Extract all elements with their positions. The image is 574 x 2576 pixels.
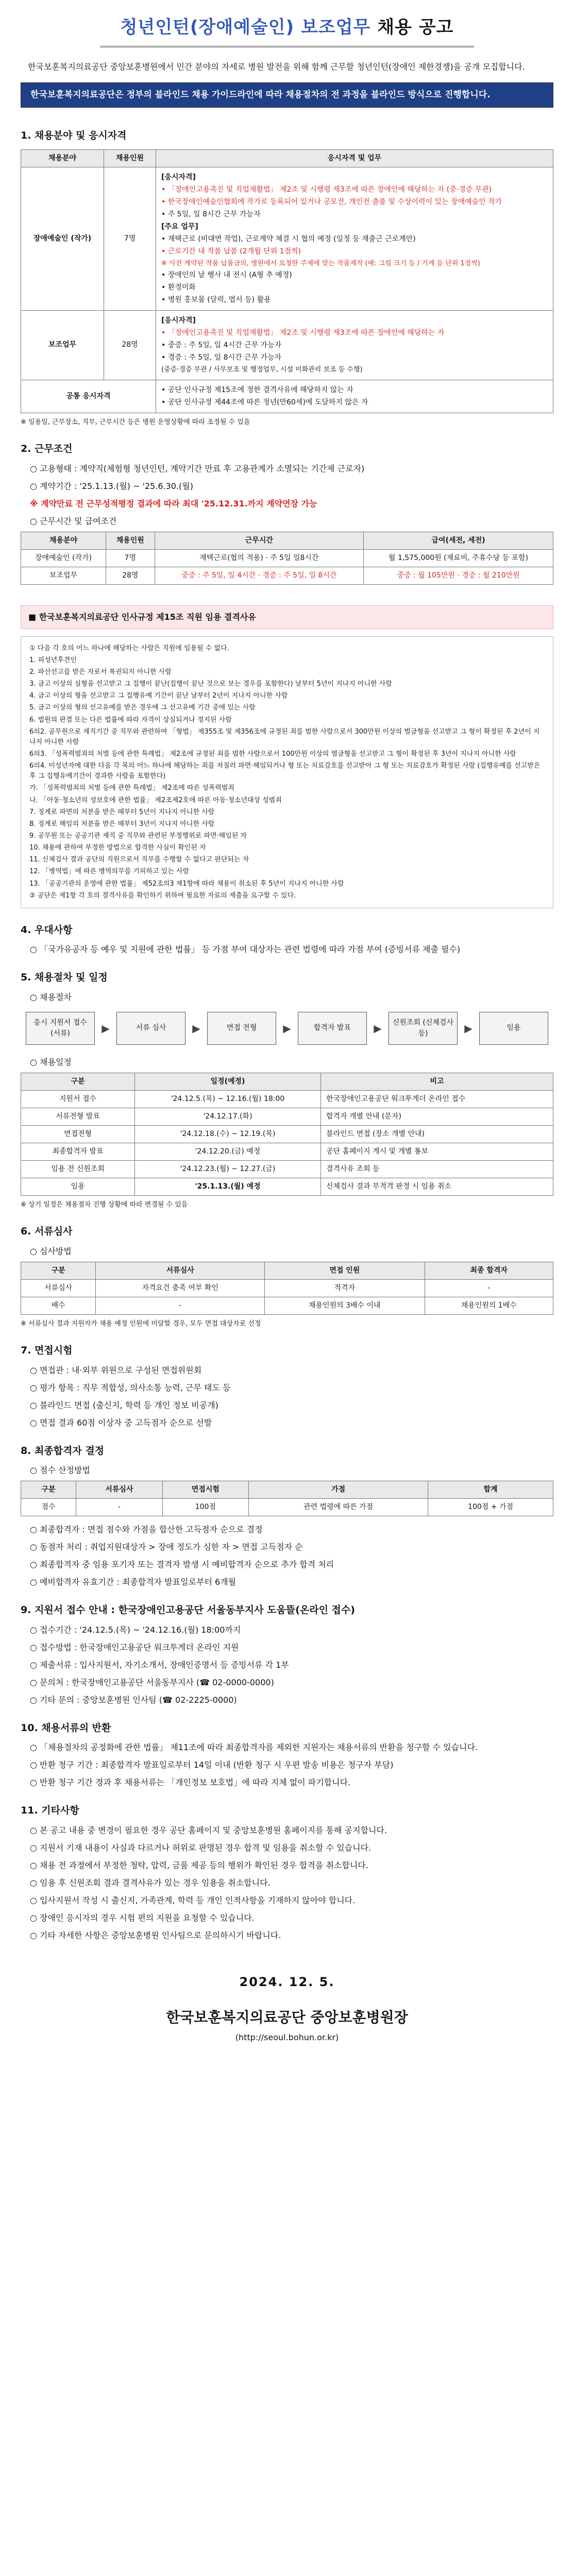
cond-line: 10. 채용에 관하여 부정한 방법으로 합격한 사실이 확인된 자 — [29, 844, 206, 852]
section-11-heading: 11. 기타사항 — [21, 1805, 79, 1817]
cell: 채용인원의 1배수 — [425, 1297, 553, 1314]
qual-line: • 공단 인사규정 제15조에 정한 결격사유에 해당하지 않는 자 — [161, 385, 353, 394]
sched-remark: 신체검사 결과 부적격 판정 시 임용 취소 — [321, 1178, 553, 1195]
title-highlight: 청년인턴(장애예술인) 보조업무 — [120, 17, 371, 38]
sched-date: '24.12.23.(월) ~ 12.27.(금) — [135, 1160, 321, 1178]
sched-remark: 공단 홈페이지 게시 및 개별 통보 — [321, 1143, 553, 1160]
cell: - — [96, 1297, 265, 1314]
arrow-right-icon: ▶ — [283, 1022, 291, 1035]
sched-date: '25.1.13.(월) 예정 — [135, 1178, 321, 1195]
final-line: ○ 예비합격자 유효기간 : 최종합격자 발표일로부터 6개월 — [30, 1577, 237, 1587]
contract-note: ※ 계약만료 전 근무성적평정 결과에 따라 최대 '25.12.31.까지 계약연장 가능 — [30, 498, 317, 509]
misc-line: ○ 장애인 응시자의 경우 시험 편의 지원을 요청할 수 있습니다. — [30, 1912, 255, 1923]
disqualification-list — [21, 636, 553, 908]
th-pay: 급여(세전, 세전) — [364, 532, 553, 549]
th-col: 서류심사 — [96, 1262, 265, 1279]
table-row — [21, 1297, 553, 1314]
apply-line: ○ 제출서류 : 입사지원서, 자기소개서, 장애인증명서 등 증빙서류 각 1부 — [30, 1659, 289, 1670]
qual-cell — [156, 380, 553, 413]
procedure-flow — [26, 1012, 548, 1045]
th-col: 면접 인원 — [265, 1262, 425, 1279]
th-hours: 근무시간 — [155, 532, 364, 549]
flow-step: 응시 지원서 접수 (서류) — [26, 1012, 95, 1045]
apply-line: ○ 문의처 : 한국장애인고용공단 서울동부지사 (☎ 02-0000-0000) — [30, 1677, 274, 1687]
th-count: 채용인원 — [106, 532, 155, 549]
blind-notice: 한국보훈복지의료공단은 정부의 블라인드 채용 가이드라인에 따라 채용절차의 전 과정을 블라인드 방식으로 진행합니다. — [21, 82, 553, 108]
misc-line: ○ 본 공고 내용 중 변경이 필요한 경우 공단 홈페이지 및 중앙보훈병원 홈페이지를 통해 공지합니다. — [30, 1825, 387, 1835]
intro-text: 한국보훈복지의료공단 중앙보훈병원에서 민간 분야의 자세로 병원 발전을 위해 함께 근무할 청년인턴(장애인 제한경쟁)을 공개 모집합니다. — [28, 62, 525, 72]
section-10-heading: 10. 채용서류의 반환 — [21, 1722, 111, 1734]
cell: 채용인원의 3배수 이내 — [265, 1297, 425, 1314]
cell: - — [76, 1499, 162, 1516]
cond-line: 5. 금고 이상의 형의 선고유예를 받은 경우에 그 선고유예 기간 중에 있는 사람 — [29, 704, 256, 712]
cond-line: 8. 징계로 해임의 처분을 받은 때부터 3년이 지나지 아니한 사람 — [29, 820, 215, 828]
section-4-heading: 4. 우대사항 — [21, 924, 73, 936]
cond-line: 13. 「공공기관의 운영에 관한 법률」 제52조의3 제1항에 따라 채용이 취소된 후 5년이 지나지 아니한 사람 — [29, 879, 344, 888]
th-count: 채용인원 — [104, 149, 156, 167]
pay-table — [21, 532, 553, 585]
arrow-right-icon: ▶ — [102, 1022, 110, 1035]
score-table — [21, 1481, 553, 1516]
th-col: 서류심사 — [76, 1481, 162, 1499]
sched-stage: 지원서 접수 — [21, 1090, 135, 1108]
table-header-row — [21, 1481, 553, 1499]
table-row — [21, 380, 553, 413]
apply-line: ○ 기타 문의 : 중앙보훈병원 인사팀 (☎ 02-2225-0000) — [30, 1694, 237, 1705]
table-row — [21, 1108, 553, 1125]
th-field: 채용분야 — [21, 149, 104, 167]
sched-stage: 임용 — [21, 1178, 135, 1195]
schedule-title: ○ 채용일정 — [30, 1057, 72, 1067]
field-cell: 장애예술인 (작가) — [21, 167, 104, 311]
pay-title: ○ 근무시간 및 급여조건 — [30, 516, 117, 526]
qual-line: ※ 사전 계약된 작품 납품금의, 병원에서 요청한 주제에 맞는 작품제작 (예: 그림 크기 등 / 기계 등 단위 1점씩) — [161, 259, 480, 267]
disqualification-title: ■ 한국보훈복지의료공단 인사규정 제15조 직원 임용 결격사유 — [21, 605, 553, 629]
th-col: 면접시험 — [162, 1481, 248, 1499]
qual-line: • 한국장애인예술인협회에 작가로 등록되어 있거나 공모전, 개인전 출품 및 수상이력이 있는 장애예술인 작가 — [161, 197, 502, 206]
final-line: ○ 동점자 처리 : 취업지원대상자 > 장애 정도가 심한 자 > 면접 고득점자 순 — [30, 1542, 303, 1552]
table-header-row — [21, 149, 553, 167]
table-header-row — [21, 1073, 553, 1090]
schedule-table — [21, 1073, 553, 1196]
table-row — [21, 1125, 553, 1143]
qual-line: • 공단 인사규정 제44조에 따른 정년(만60세)에 도달하지 않은 자 — [161, 398, 368, 406]
table-row — [21, 549, 553, 567]
misc-line: ○ 임용 후 신원조회 결과 결격사유가 있는 경우 임용을 취소합니다. — [30, 1877, 271, 1888]
sched-date: '24.12.17.(화) — [135, 1108, 321, 1125]
cell: 적격자 — [265, 1279, 425, 1297]
th-col: 합계 — [428, 1481, 553, 1499]
apply-line: ○ 접수방법 : 한국장애인고용공단 워크투게더 온라인 지원 — [30, 1642, 239, 1652]
table-row — [21, 1090, 553, 1108]
sched-stage: 서류전형 발표 — [21, 1108, 135, 1125]
return-line: ○ 반환 청구 기간 경과 후 채용서류는 「개인정보 보호법」에 따라 지체 없이 파기합니다. — [30, 1777, 351, 1788]
pay-count: 28명 — [106, 567, 155, 584]
apply-line: ○ 접수기간 : '24.12.5.(목) ~ '24.12.16.(월) 18:00까지 — [30, 1624, 241, 1635]
cond-line: 4. 금고 이상의 형을 선고받고 그 집행유예 기간이 끝난 날부터 2년이 지나지 아니한 사람 — [29, 692, 288, 700]
qual-cell — [156, 311, 553, 380]
cell: 서류심사 — [21, 1279, 96, 1297]
return-line: ○ 반환 청구 기간 : 최종합격자 발표일로부터 14일 이내 (반환 청구 시 우편 발송 비용은 청구자 부담) — [30, 1760, 394, 1770]
field-cell: 공통 응시자격 — [21, 380, 156, 413]
cell: 100점 + 가점 — [428, 1499, 553, 1516]
screening-method: ○ 심사방법 — [30, 1246, 72, 1256]
cond-line: 6. 법원의 판결 또는 다른 법률에 따라 자격이 상실되거나 정지된 사람 — [29, 716, 232, 724]
procedure-title: ○ 채용절차 — [30, 992, 72, 1002]
section-5-heading: 5. 채용절차 및 일정 — [21, 972, 108, 984]
th-col: 최종 합격자 — [425, 1262, 553, 1279]
pay-count: 7명 — [106, 549, 155, 567]
qual-line: [응시자격] — [161, 173, 196, 181]
cond-line: 6의3. 「성폭력범죄의 처벌 등에 관한 특례법」 제2조에 규정된 죄를 범한 사람으로서 100만원 이상의 벌금형을 선고받고 그 형이 확정된 후 3년이 지나지 아니한 사람 — [29, 750, 516, 758]
cond-line: 6의2. 공무원으로 재직기간 중 직무와 관련하여 「형법」 제355조 및 제356조에 규정된 죄를 범한 사람으로서 300만원 이상의 벌금형을 선고받고 그 형이 확정된 후 2년이 지나지 아니한 사람 — [29, 727, 540, 746]
title-wrap — [21, 10, 553, 47]
pay-field: 보조업무 — [21, 567, 106, 584]
schedule-note: ※ 상기 일정은 채용절차 진행 상황에 따라 변경될 수 있음 — [21, 1200, 188, 1209]
th-field: 채용분야 — [21, 532, 106, 549]
arrow-right-icon: ▶ — [192, 1022, 200, 1035]
table-row — [21, 1143, 553, 1160]
cond-line: ② 공단은 제1항 각 호의 결격사유를 확인하기 위하여 필요한 자료의 제출을 요구할 수 있다. — [29, 891, 296, 900]
sched-stage: 최종합격자 발표 — [21, 1143, 135, 1160]
return-line: ○ 「채용절차의 공정화에 관한 법률」 제11조에 따라 최종합격자를 제외한 지원자는 채용서류의 반환을 청구할 수 있습니다. — [30, 1742, 478, 1753]
pay-hours: 재택근로(협의 적용) · 주 5일 일8시간 — [155, 549, 364, 567]
th-date: 일정(예정) — [135, 1073, 321, 1090]
cond-line: 12. 「병역법」에 따른 병역의무를 기피하고 있는 사람 — [29, 868, 190, 876]
section-7-heading: 7. 면접시험 — [21, 1345, 73, 1357]
pay-amount: 월 1,575,000원 (재료비, 주휴수당 등 포함) — [364, 549, 553, 567]
cell: 배수 — [21, 1297, 96, 1314]
cond-line: ① 다음 각 호의 어느 하나에 해당하는 사람은 직원에 임용될 수 없다. — [29, 644, 229, 652]
title-tail: 채용 공고 — [370, 17, 454, 38]
table-row — [21, 1160, 553, 1178]
sched-date: '24.12.18.(수) ~ 12.19.(목) — [135, 1125, 321, 1143]
qual-line: • 주 5일, 일 8시간 근무 가능자 — [161, 210, 261, 218]
pay-amount: 중증 : 월 105만원 · 경증 : 월 210만원 — [364, 567, 553, 584]
pay-field: 장애예술인 (작가) — [21, 549, 106, 567]
cond-line: 2. 파산선고를 받은 자로서 복권되지 아니한 사람 — [29, 668, 172, 676]
organization-url[interactable]: (http://seoul.bohun.or.kr) — [235, 2032, 339, 2042]
interview-line: ○ 평가 항목 : 직무 적합성, 의사소통 능력, 근무 태도 등 — [30, 1382, 231, 1393]
interview-line: ○ 면접 결과 60점 이상자 중 고득점자 순으로 선발 — [30, 1417, 212, 1428]
cell: 관련 법령에 따른 가점 — [249, 1499, 428, 1516]
table-row — [21, 1499, 553, 1516]
qual-line: [주요 업무] — [161, 222, 198, 231]
qual-line: • 「장애인고용촉진 및 직업재활법」 제2조 및 시행령 제3조에 따른 장애인에 해당하는 자 (중·경증 무관) — [161, 185, 492, 194]
table-row — [21, 1178, 553, 1195]
sched-date: '24.12.20.(금) 예정 — [135, 1143, 321, 1160]
table-header-row — [21, 1262, 553, 1279]
misc-line: ○ 채용 전 과정에서 부정한 청탁, 압력, 금품 제공 등의 행위가 확인된 경우 합격을 취소합니다. — [30, 1860, 368, 1870]
screening-table — [21, 1262, 553, 1315]
qual-line: (중증·경증 무관 / 사무보조 및 행정업무, 시설 미화관리 보조 등 수행) — [161, 366, 363, 374]
sched-stage: 면접전형 — [21, 1125, 135, 1143]
cell: 100점 — [162, 1499, 248, 1516]
sched-stage: 임용 전 신원조회 — [21, 1160, 135, 1178]
preference-line: ○ 「국가유공자 등 예우 및 지원에 관한 법률」 등 가점 부여 대상자는 관련 법령에 따라 가점 부여 (증빙서류 제출 필수) — [30, 944, 461, 955]
section-1-heading: 1. 채용분야 및 응시자격 — [21, 130, 127, 142]
th-col: 구분 — [21, 1262, 96, 1279]
page-title — [100, 10, 475, 47]
misc-line: ○ 입사지원서 작성 시 출신지, 가족관계, 학력 등 개인 인적사항을 기재하지 않아야 합니다. — [30, 1895, 356, 1905]
interview-line: ○ 면접관 : 내·외부 위원으로 구성된 면접위원회 — [30, 1365, 202, 1375]
section-6-heading: 6. 서류심사 — [21, 1226, 73, 1238]
th-remark: 비고 — [321, 1073, 553, 1090]
sched-remark: 블라인드 면접 (장소 개별 안내) — [321, 1125, 553, 1143]
table-row — [21, 1279, 553, 1297]
th-stage: 구분 — [21, 1073, 135, 1090]
cond-line: 11. 신체검사 결과 공단의 직원으로서 직무를 수행할 수 없다고 판단되는 자 — [29, 856, 249, 864]
table-row — [21, 167, 553, 311]
sched-remark: 결격사유 조회 등 — [321, 1160, 553, 1178]
qual-line: [응시자격] — [161, 316, 196, 325]
qual-line: • 「장애인고용촉진 및 직업재활법」 제2조 및 시행령 제3조에 따른 장애인에 해당하는 자 — [161, 329, 445, 337]
qual-line: • 장애인의 날 행사 내 전시 (A형 추 예정) — [161, 271, 292, 280]
flow-step: 합격자 발표 — [298, 1012, 367, 1045]
misc-line: ○ 지원서 기재 내용이 사실과 다르거나 허위로 판명된 경우 합격 및 임용을 취소할 수 있습니다. — [30, 1842, 372, 1853]
qual-line: • 재택근로 (비대면 작업), 근로계약 체결 시 협의 예정 (일정 등 재출근 근로계안) — [161, 234, 416, 243]
final-line: ○ 최종합격자 : 면접 점수와 가점을 합산한 고득점자 순으로 결정 — [30, 1524, 263, 1535]
table-header-row — [21, 532, 553, 549]
th-col: 구분 — [21, 1481, 76, 1499]
table-row — [21, 311, 553, 380]
qual-line: • 경증 : 주 5일, 일 8시간 근무 가능자 — [161, 353, 282, 362]
pay-hours: 중증 : 주 5일, 일 4시간 · 경증 : 주 5일, 일 8시간 — [155, 567, 364, 584]
arrow-right-icon: ▶ — [464, 1022, 472, 1035]
flow-step: 임용 — [479, 1012, 548, 1045]
cond-line: 6의4. 미성년자에 대한 다음 각 목의 어느 하나에 해당하는 죄를 저질러 파면·해임되거나 형 또는 치료감호를 선고받아 그 형 또는 치료감호가 확정된 사람 (집행유예를 선고받은 후 그 집행유예기간이 경과한 사람을 포함한다) — [29, 762, 541, 781]
cell: 자격요건 충족 여부 확인 — [96, 1279, 265, 1297]
cond-line: 나. 「아동·청소년의 성보호에 관한 법률」 제2조제2호에 따른 아동·청소년대상 성범죄 — [29, 796, 282, 804]
qual-line: • 병원 홍보물 (달력, 엽서 등) 활용 — [161, 296, 271, 304]
section-9-heading: 9. 지원서 접수 안내 : 한국장애인고용공단 서울동부지사 도움뜰(온라인 접수) — [21, 1604, 355, 1616]
cond-line: 9. 공무원 또는 공공기관 재직 중 직무와 관련된 부정행위로 파면·해임된 자 — [29, 832, 247, 840]
contract-period: ○ 계약기간 : '25.1.13.(월) ~ '25.6.30.(월) — [30, 481, 194, 491]
employment-type: ○ 고용형태 : 계약직(체험형 청년인턴, 계약기간 만료 후 고용관계가 소멸되는 기간제 근로자) — [30, 463, 365, 473]
cond-line: 가. 「성폭력범죄의 처벌 등에 관한 특례법」 제2조에 따른 성폭력범죄 — [29, 784, 234, 792]
section-8-heading: 8. 최종합격자 결정 — [21, 1445, 105, 1456]
misc-line: ○ 기타 자세한 사항은 중앙보훈병원 인사팀으로 문의하시기 바랍니다. — [30, 1930, 281, 1940]
screening-note: ※ 서류심사 결과 지원자가 채용 예정 인원에 미달할 경우, 모두 면접 대상자로 선정 — [21, 1319, 261, 1328]
qual-cell — [156, 167, 553, 311]
section-2-heading: 2. 근무조건 — [21, 443, 73, 455]
flow-step: 신원조회 (신체검사 등) — [389, 1012, 458, 1045]
field-cell: 보조업무 — [21, 311, 104, 380]
sched-remark: 합격자 개별 안내 (문자) — [321, 1108, 553, 1125]
cell: - — [425, 1279, 553, 1297]
section-1-footnote: ※ 임용일, 근무장소, 직무, 근무시간 등은 병원 운영상황에 따라 조정될 수 있음 — [21, 418, 250, 426]
cond-line: 3. 금고 이상의 실형을 선고받고 그 집행이 끝난(집행이 끝난 것으로 보는 경우를 포함한다) 날부터 5년이 지나지 아니한 사람 — [29, 680, 392, 688]
table-row — [21, 567, 553, 584]
interview-line: ○ 블라인드 면접 (출신지, 학력 등 개인 정보 비공개) — [30, 1400, 218, 1410]
qual-line: • 중증 : 주 5일, 일 4시간 근무 가능자 — [161, 341, 282, 350]
sched-remark: 한국장애인고용공단 워크투게더 온라인 접수 — [321, 1090, 553, 1108]
cell: 점수 — [21, 1499, 76, 1516]
count-cell: 28명 — [104, 311, 156, 380]
organization-name: 한국보훈복지의료공단 중앙보훈병원장 — [166, 2008, 408, 2026]
arrow-right-icon: ▶ — [374, 1022, 382, 1035]
cond-line: 1. 피성년후견인 — [29, 656, 77, 664]
flow-step: 서류 심사 — [116, 1012, 185, 1045]
qual-line: • 환경미화 — [161, 283, 196, 292]
count-cell: 7명 — [104, 167, 156, 311]
th-col: 가점 — [249, 1481, 428, 1499]
score-method: ○ 점수 산정방법 — [30, 1465, 90, 1476]
qualification-table — [21, 149, 553, 413]
qual-line: • 근로기간 내 작품 납품 (2개월 단위 1점씩) — [161, 247, 301, 256]
final-line: ○ 최종합격자 중 임용 포기자 또는 결격자 발생 시 예비합격자 순으로 추가 합격 처리 — [30, 1560, 334, 1570]
sched-date: '24.12.5.(목) ~ 12.16.(월) 18:00 — [135, 1090, 321, 1108]
announcement-date: 2024. 12. 5. — [239, 1974, 335, 1989]
th-qualification: 응시자격 및 업무 — [156, 149, 553, 167]
cond-line: 7. 징계로 파면의 처분을 받은 때부터 5년이 지나지 아니한 사람 — [29, 808, 215, 816]
flow-step: 면접 전형 — [207, 1012, 276, 1045]
